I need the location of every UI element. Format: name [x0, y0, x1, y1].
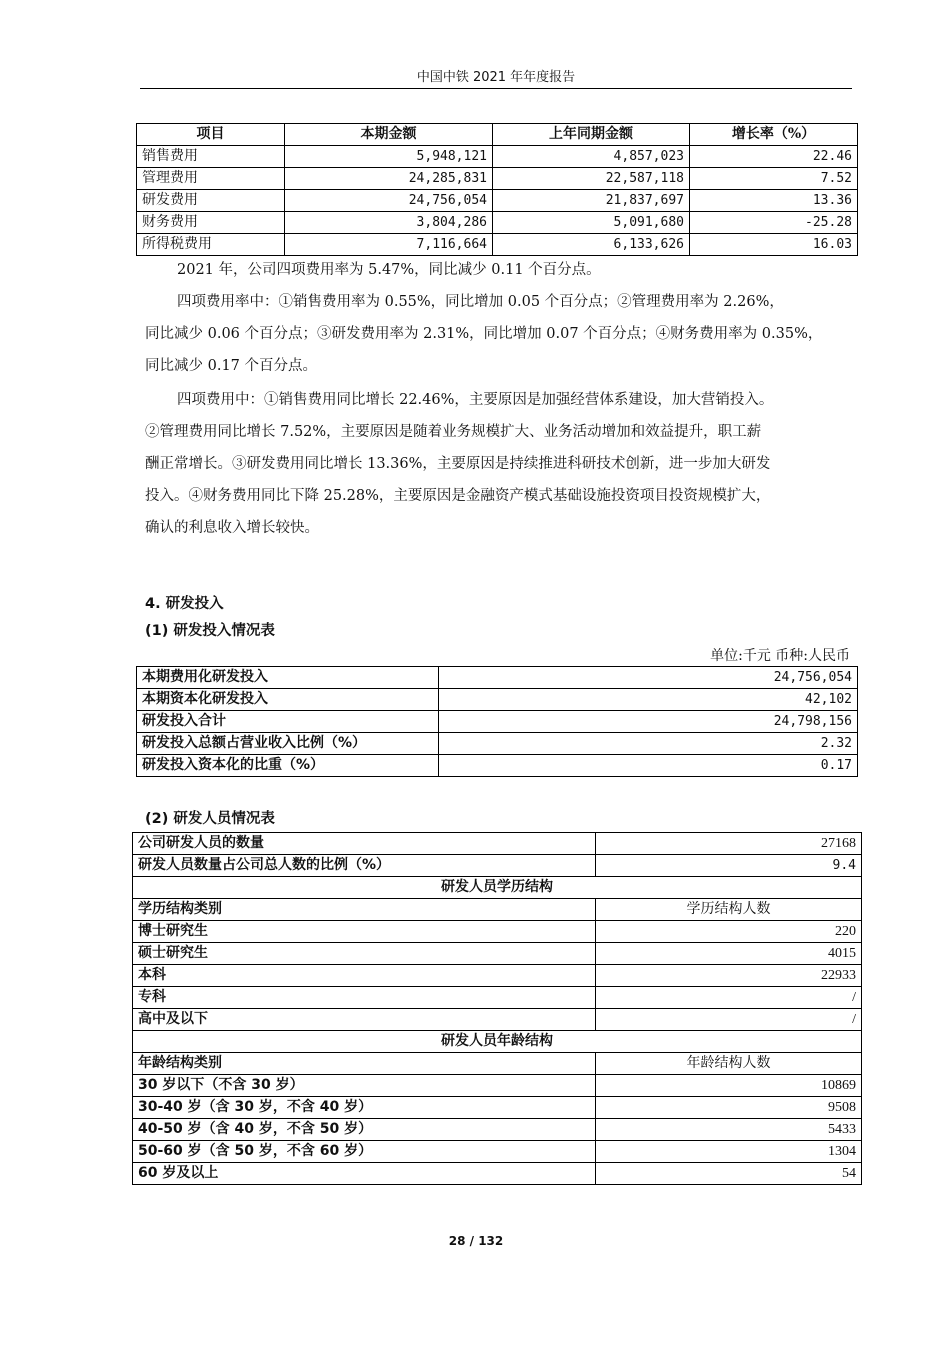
row-label: 50-60 岁（含 50 岁，不含 60 岁）	[133, 1141, 596, 1163]
table-row	[137, 711, 858, 733]
unit-label: 单位:千元 币种:人民币	[710, 648, 850, 664]
table-row	[133, 833, 862, 855]
column-header: 年龄结构类别	[133, 1053, 596, 1075]
column-header: 学历结构人数	[596, 899, 862, 921]
prior-amount: 5,091,680	[493, 212, 690, 234]
prior-amount: 4,857,023	[493, 146, 690, 168]
row-label: 研发费用	[137, 190, 285, 212]
table-header-row	[137, 124, 858, 146]
row-label: 40-50 岁（含 40 岁，不含 50 岁）	[133, 1119, 596, 1141]
row-value: 9.4	[596, 855, 862, 877]
current-amount: 24,756,054	[285, 190, 493, 212]
row-value: 2.32	[439, 733, 858, 755]
expense-table	[136, 123, 858, 256]
table-row	[137, 689, 858, 711]
column-header: 年龄结构人数	[596, 1053, 862, 1075]
paragraph-line: 酬正常增长。③研发费用同比增长 13.36%，主要原因是持续推进科研技术创新，进一步加大研发	[145, 456, 771, 472]
row-value: 4015	[596, 943, 862, 965]
row-value: 42,102	[439, 689, 858, 711]
paragraph-line: ②管理费用同比增长 7.52%，主要原因是随着业务规模扩大、业务活动增加和效益提升，职工薪	[145, 424, 762, 440]
table-row	[137, 212, 858, 234]
table-row	[133, 1141, 862, 1163]
table-row	[133, 1009, 862, 1031]
row-label: 本科	[133, 965, 596, 987]
row-value: 10869	[596, 1075, 862, 1097]
growth-rate: -25.28	[690, 212, 858, 234]
table-row	[133, 921, 862, 943]
row-label: 管理费用	[137, 168, 285, 190]
row-label: 研发投入合计	[137, 711, 439, 733]
paragraph-line: 四项费用率中：①销售费用率为 0.55%，同比增加 0.05 个百分点；②管理费用率为 2.26%，	[177, 294, 784, 310]
table-row	[137, 234, 858, 256]
rd-investment-table	[136, 666, 858, 777]
column-header: 项目	[137, 124, 285, 146]
page-header: 中国中铁 2021 年年度报告	[416, 70, 576, 85]
column-header: 上年同期金额	[493, 124, 690, 146]
table-row	[133, 943, 862, 965]
column-header: 本期金额	[285, 124, 493, 146]
table-row	[133, 965, 862, 987]
table-section-header	[133, 877, 862, 899]
table-header-row	[133, 899, 862, 921]
growth-rate: 13.36	[690, 190, 858, 212]
row-label: 30-40 岁（含 30 岁，不含 40 岁）	[133, 1097, 596, 1119]
row-value: /	[596, 1009, 862, 1031]
paragraph-line: 投入。④财务费用同比下降 25.28%，主要原因是金融资产模式基础设施投资项目投资规模扩大，	[145, 488, 771, 504]
row-label: 博士研究生	[133, 921, 596, 943]
row-value: 0.17	[439, 755, 858, 777]
page-number: 28 / 132	[448, 1234, 504, 1248]
row-value: /	[596, 987, 862, 1009]
row-value: 22933	[596, 965, 862, 987]
row-value: 27168	[596, 833, 862, 855]
row-value: 24,756,054	[439, 667, 858, 689]
row-value: 220	[596, 921, 862, 943]
current-amount: 7,116,664	[285, 234, 493, 256]
row-value: 9508	[596, 1097, 862, 1119]
row-label: 专科	[133, 987, 596, 1009]
paragraph-line: 四项费用中：①销售费用同比增长 22.46%，主要原因是加强经营体系建设，加大营销投入。	[177, 392, 774, 408]
subsection-title: (2) 研发人员情况表	[145, 811, 275, 827]
row-label: 财务费用	[137, 212, 285, 234]
table-row	[133, 855, 862, 877]
row-label: 60 岁及以上	[133, 1163, 596, 1185]
column-header: 增长率（%）	[690, 124, 858, 146]
prior-amount: 6,133,626	[493, 234, 690, 256]
row-value: 54	[596, 1163, 862, 1185]
prior-amount: 22,587,118	[493, 168, 690, 190]
growth-rate: 16.03	[690, 234, 858, 256]
row-label: 30 岁以下（不含 30 岁）	[133, 1075, 596, 1097]
table-row	[137, 190, 858, 212]
section-header: 研发人员年龄结构	[133, 1031, 862, 1053]
paragraph-line: 同比减少 0.06 个百分点；③研发费用率为 2.31%，同比增加 0.07 个百分点；④财务费用率为 0.35%，	[145, 326, 823, 342]
table-row	[133, 1097, 862, 1119]
row-label: 硕士研究生	[133, 943, 596, 965]
row-label: 销售费用	[137, 146, 285, 168]
paragraph-line: 同比减少 0.17 个百分点。	[145, 358, 318, 374]
row-value: 24,798,156	[439, 711, 858, 733]
row-label: 所得税费用	[137, 234, 285, 256]
table-row	[137, 733, 858, 755]
column-header: 学历结构类别	[133, 899, 596, 921]
row-label: 公司研发人员的数量	[133, 833, 596, 855]
table-section-header	[133, 1031, 862, 1053]
row-label: 研发投入总额占营业收入比例（%）	[137, 733, 439, 755]
summary-paragraph	[145, 254, 857, 286]
growth-rate: 22.46	[690, 146, 858, 168]
header-rule	[140, 88, 852, 89]
section-title: 4. 研发投入	[145, 596, 224, 612]
row-label: 研发投入资本化的比重（%）	[137, 755, 439, 777]
row-label: 研发人员数量占公司总人数的比例（%）	[133, 855, 596, 877]
table-row	[137, 168, 858, 190]
paragraph-line: 2021 年，公司四项费用率为 5.47%，同比减少 0.11 个百分点。	[177, 262, 601, 278]
table-row	[133, 1075, 862, 1097]
subsection-title: (1) 研发投入情况表	[145, 623, 275, 639]
row-value: 5433	[596, 1119, 862, 1141]
table-row	[137, 755, 858, 777]
rd-staff-table	[132, 832, 862, 1185]
table-row	[133, 987, 862, 1009]
expense-change-paragraph	[145, 384, 857, 544]
row-label: 本期费用化研发投入	[137, 667, 439, 689]
table-row	[137, 146, 858, 168]
paragraph-line: 确认的利息收入增长较快。	[145, 520, 319, 536]
current-amount: 24,285,831	[285, 168, 493, 190]
row-label: 高中及以下	[133, 1009, 596, 1031]
table-row	[137, 667, 858, 689]
current-amount: 5,948,121	[285, 146, 493, 168]
table-header-row	[133, 1053, 862, 1075]
growth-rate: 7.52	[690, 168, 858, 190]
row-value: 1304	[596, 1141, 862, 1163]
section-header: 研发人员学历结构	[133, 877, 862, 899]
expense-rate-paragraph	[145, 286, 857, 382]
table-row	[133, 1119, 862, 1141]
current-amount: 3,804,286	[285, 212, 493, 234]
row-label: 本期资本化研发投入	[137, 689, 439, 711]
table-row	[133, 1163, 862, 1185]
prior-amount: 21,837,697	[493, 190, 690, 212]
